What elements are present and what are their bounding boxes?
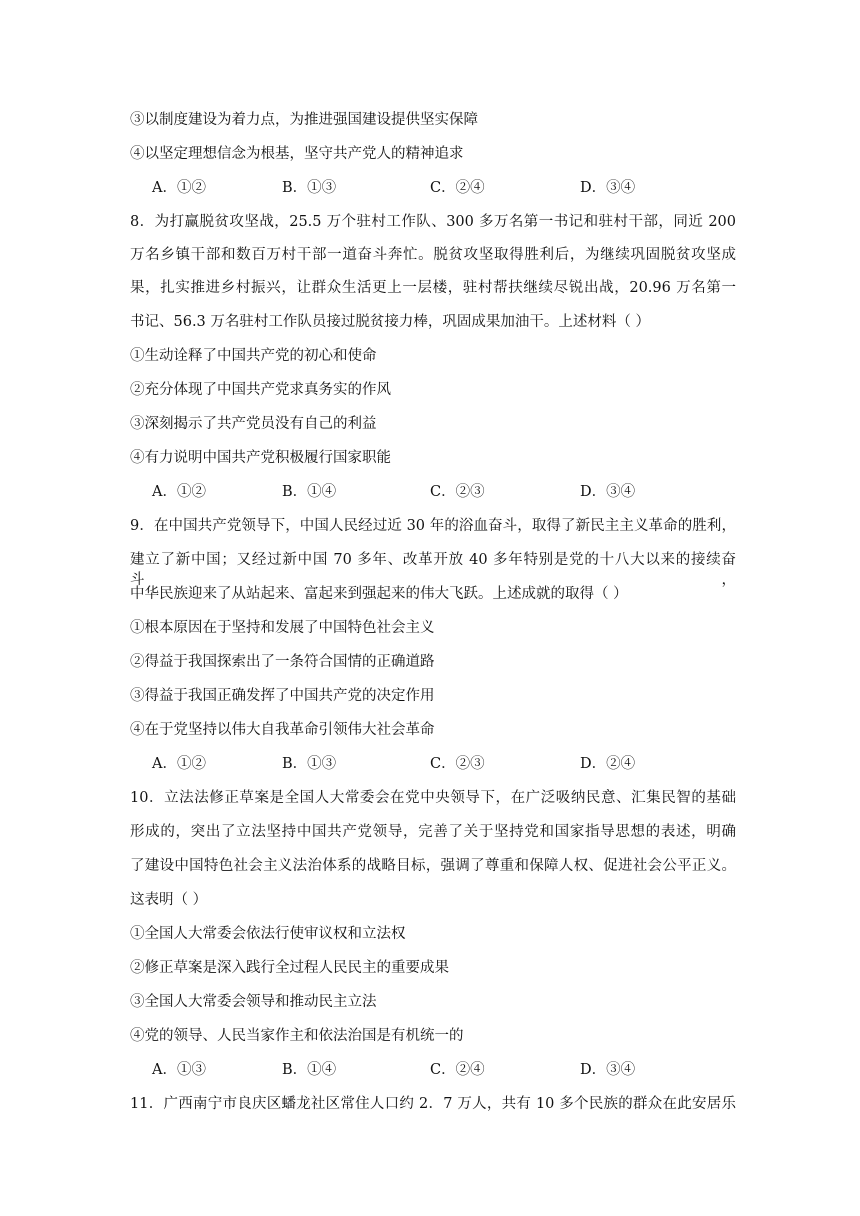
statement: ①全国人大常委会依法行使审议权和立法权 bbox=[130, 926, 406, 942]
question-9-stem: 9．在中国共产党领导下，中国人民经过近 30 年的浴血奋斗，取得了新民主主义革命的胜利， bbox=[130, 518, 736, 534]
statement: ③全国人大常委会领导和推动民主立法 bbox=[130, 994, 377, 1010]
statement: ③以制度建设为着力点，为推进强国建设提供坚实保障 bbox=[130, 112, 478, 128]
option-c[interactable]: C．②④ bbox=[430, 1062, 485, 1078]
statement: ④有力说明中国共产党积极履行国家职能 bbox=[130, 450, 391, 466]
statement: ④以坚定理想信念为根基，坚守共产党人的精神追求 bbox=[130, 146, 464, 162]
question-8-stem: 果，扎实推进乡村振兴，让群众生活更上一层楼，驻村帮扶继续尽锐出战，20.96 万名第一 bbox=[130, 280, 736, 296]
question-8-stem: 书记、56.3 万名驻村工作队员接过脱贫接力棒，巩固成果加油干。上述材料（ ） bbox=[130, 314, 651, 330]
statement: ②充分体现了中国共产党求真务实的作风 bbox=[130, 382, 391, 398]
option-b[interactable]: B．①③ bbox=[282, 180, 337, 196]
option-d[interactable]: D．③④ bbox=[580, 180, 636, 196]
option-a[interactable]: A．①② bbox=[152, 180, 206, 196]
answer-options bbox=[152, 1060, 712, 1080]
statement: ③得益于我国正确发挥了中国共产党的决定作用 bbox=[130, 688, 435, 704]
option-d[interactable]: D．②④ bbox=[580, 756, 636, 772]
question-10-stem: 10．立法法修正草案是全国人大常委会在党中央领导下，在广泛吸纳民意、汇集民智的基础 bbox=[130, 790, 736, 806]
option-c[interactable]: C．②④ bbox=[430, 180, 485, 196]
question-10-stem: 了建设中国特色社会主义法治体系的战略目标，强调了尊重和保障人权、促进社会公平正义。 bbox=[130, 858, 736, 874]
statement: ①根本原因在于坚持和发展了中国特色社会主义 bbox=[130, 620, 435, 636]
question-10-stem: 这表明（ ） bbox=[130, 892, 208, 908]
option-d[interactable]: D．③④ bbox=[580, 484, 636, 500]
answer-options bbox=[152, 482, 712, 502]
option-b[interactable]: B．①③ bbox=[282, 756, 337, 772]
question-9-stem: 建立了新中国；又经过新中国 70 多年、改革开放 40 多年特别是党的十八大以来的接续奋斗， bbox=[130, 552, 736, 588]
option-c[interactable]: C．②③ bbox=[430, 484, 485, 500]
option-a[interactable]: A．①② bbox=[152, 756, 206, 772]
option-d[interactable]: D．③④ bbox=[580, 1062, 636, 1078]
option-a[interactable]: A．①③ bbox=[152, 1062, 206, 1078]
question-10-stem: 形成的，突出了立法坚持中国共产党领导，完善了关于坚持党和国家指导思想的表述，明确 bbox=[130, 824, 736, 840]
statement: ④在于党坚持以伟大自我革命引领伟大社会革命 bbox=[130, 722, 435, 738]
option-b[interactable]: B．①④ bbox=[282, 1062, 337, 1078]
option-c[interactable]: C．②③ bbox=[430, 756, 485, 772]
option-b[interactable]: B．①④ bbox=[282, 484, 337, 500]
answer-options bbox=[152, 754, 712, 774]
statement: ①生动诠释了中国共产党的初心和使命 bbox=[130, 348, 377, 364]
answer-options bbox=[152, 178, 712, 198]
statement: ③深刻揭示了共产党员没有自己的利益 bbox=[130, 416, 377, 432]
statement: ④党的领导、人民当家作主和依法治国是有机统一的 bbox=[130, 1028, 464, 1044]
statement: ②得益于我国探索出了一条符合国情的正确道路 bbox=[130, 654, 435, 670]
question-8-stem: 万名乡镇干部和数百万村干部一道奋斗奔忙。脱贫攻坚取得胜利后，为继续巩固脱贫攻坚成 bbox=[130, 247, 736, 263]
option-a[interactable]: A．①② bbox=[152, 484, 206, 500]
question-9-stem: 中华民族迎来了从站起来、富起来到强起来的伟大飞跃。上述成就的取得（ ） bbox=[130, 586, 628, 602]
question-8-stem: 8．为打赢脱贫攻坚战，25.5 万个驻村工作队、300 多万名第一书记和驻村干部，同近 200 bbox=[130, 214, 736, 230]
question-11-stem: 11．广西南宁市良庆区蟠龙社区常住人口约 2．7 万人，共有 10 多个民族的群众在此安居乐 bbox=[130, 1096, 736, 1112]
statement: ②修正草案是深入践行全过程人民民主的重要成果 bbox=[130, 960, 449, 976]
